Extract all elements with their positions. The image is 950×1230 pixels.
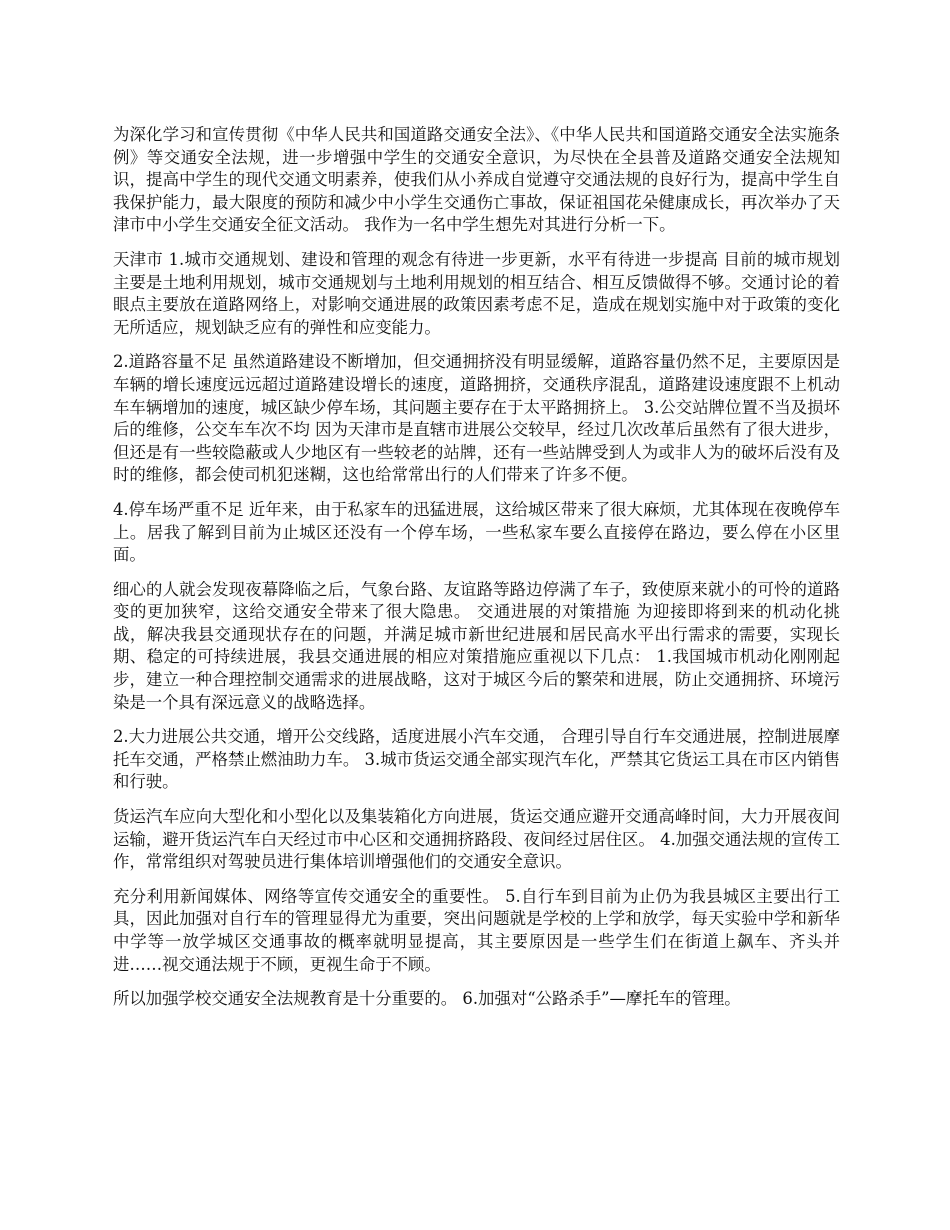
paragraph-countermeasures: 细心的人就会发现夜幕降临之后，气象台路、友谊路等路边停满了车子，致使原来就小的可怜的道路变的更加狭窄，这给交通安全带来了很大隐患。 交通进展的对策措施 为迎接即将到来的机动化挑战，解决我县交通现状存在的问题，并满足城市新世纪进展和居民高水平出行需求的需要，实现长期、稳定的可持续进展，我县交通进展的相应对策措施应重视以下几点： 1.我国城市机动化刚刚起步，建立一种合理控制交通需求的进展战略，这对于城区今后的繁荣和进展，防止交通拥挤、环境污染是一个具有深远意义的战略选择。 [113,579,840,712]
paragraph-intro: 为深化学习和宣传贯彻《中华人民共和国道路交通安全法》、《中华人民共和国道路交通安全法实施条例》等交通安全法规，进一步增强中学生的交通安全意识，为尽快在全县普及道路交通安全法规知识，提高中学生的现代交通文明素养，使我们从小养成自觉遵守交通法规的良好行为，提高中学生自我保护能力，最大限度的预防和减少中小学生交通伤亡事故，保证祖国花朵健康成长，再次举办了天津市中小学生交通安全征文活动。 我作为一名中学生想先对其进行分析一下。 [113,125,840,235]
paragraph-freight: 货运汽车应向大型化和小型化以及集装箱化方向进展，货运交通应避开交通高峰时间，大力开展夜间运输，避开货运汽车白天经过市中心区和交通拥挤路段、夜间经过居住区。 4.加强交通法规的宣传工作，常常组织对驾驶员进行集体培训增强他们的交通安全意识。 [113,807,840,872]
paragraph-parking: 4.停车场严重不足 近年来，由于私家车的迅猛进展，这给城区带来了很大麻烦，尤其体现在夜晚停车上。居我了解到目前为止城区还没有一个停车场，一些私家车要么直接停在路边，要么停在小区里面。 [113,499,840,565]
paragraph-planning: 天津市 1.城市交通规划、建设和管理的观念有待进一步更新，水平有待进一步提高 目前的城市规划主要是土地利用规划，城市交通规划与土地利用规划的相互结合、相互反馈做得不够。交通讨论的着眼点主要放在道路网络上，对影响交通进展的政策因素考虑不足，造成在规划实施中对于政策的变化无所适应，规划缺乏应有的弹性和应变能力。 [113,249,840,337]
paragraph-road-capacity: 2.道路容量不足 虽然道路建设不断增加，但交通拥挤没有明显缓解，道路容量仍然不足，主要原因是车辆的增长速度远远超过道路建设增长的速度，道路拥挤，交通秩序混乱，道路建设速度跟不上机动车车辆增加的速度，城区缺少停车场，其问题主要存在于太平路拥挤上。 3.公交站牌位置不当及损坏后的维修，公交车车次不均 因为天津市是直辖市进展公交较早，经过几次改革后虽然有了很大进步，但还是有一些较隐蔽或人少地区有一些较老的站牌，还有一些站牌受到人为或非人为的破坏后没有及时的维修，都会使司机犯迷糊，这也给常常出行的人们带来了许多不便。 [113,352,840,485]
paragraph-media-bicycles: 充分利用新闻媒体、网络等宣传交通安全的重要性。 5.自行车到目前为止仍为我县城区主要出行工具，因此加强对自行车的管理显得尤为重要，突出问题就是学校的上学和放学，每天实验中学和新华中学等一放学城区交通事故的概率就明显提高，其主要原因是一些学生们在街道上飙车、齐头并进……视交通法规于不顾，更视生命于不顾。 [113,886,840,974]
document-body [113,124,840,1023]
paragraph-conclusion: 所以加强学校交通安全法规教育是十分重要的。 6.加强对“公路杀手”—摩托车的管理。 [113,989,741,1009]
paragraph-public-transport: 2.大力进展公共交通，增开公交线路，适度进展小汽车交通， 合理引导自行车交通进展，控制进展摩托车交通，严格禁止燃油助力车。 3.城市货运交通全部实现汽车化，严禁其它货运工具在市区内销售和行驶。 [113,727,840,792]
